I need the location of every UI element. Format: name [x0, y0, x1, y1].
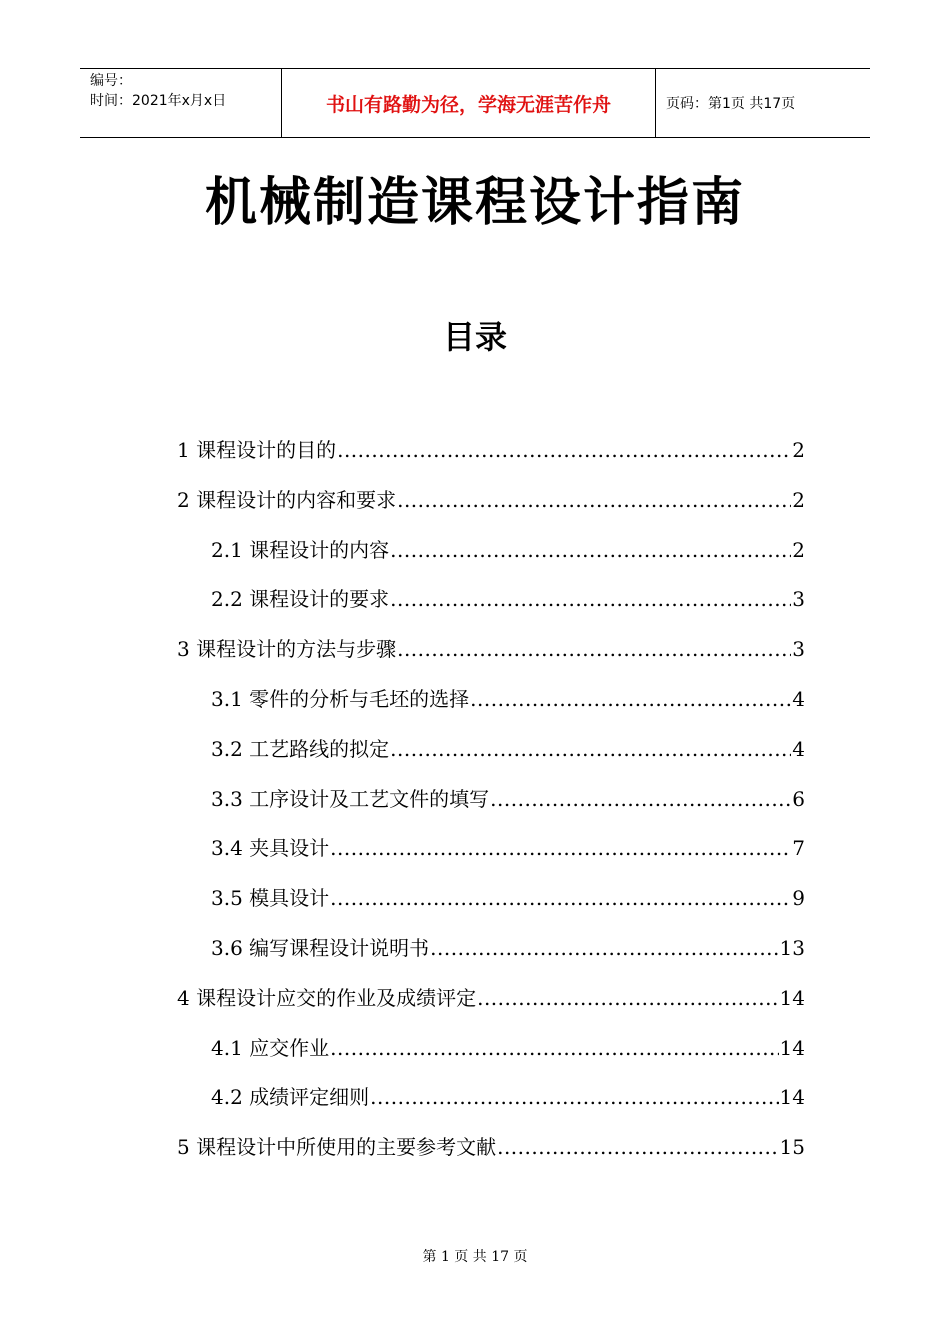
header-meta — [80, 69, 281, 137]
toc-entry[interactable] — [211, 683, 805, 711]
toc-entry-page: 9 — [792, 886, 805, 911]
toc-leader-dots — [390, 737, 791, 761]
toc-entry[interactable] — [211, 1081, 805, 1109]
toc-entry-page: 14 — [779, 1035, 805, 1060]
toc-entry-label: 1 课程设计的目的 — [177, 438, 337, 462]
toc-entry-page: 4 — [792, 736, 805, 761]
toc-entry-label: 3.5 模具设计 — [211, 886, 330, 911]
toc-entry-label: 5 课程设计中所使用的主要参考文献 — [177, 1135, 497, 1160]
header-table — [80, 68, 870, 138]
toc-entry[interactable] — [211, 783, 805, 811]
toc-entry[interactable] — [211, 932, 805, 960]
toc-entry-label: 3.4 夹具设计 — [211, 836, 330, 861]
toc-leader-dots — [470, 687, 791, 711]
toc-leader-dots — [477, 986, 778, 1010]
toc-entry[interactable] — [177, 1131, 805, 1159]
toc-entry-page: 15 — [779, 1135, 805, 1160]
toc-entry-label: 3.2 工艺路线的拟定 — [211, 736, 390, 761]
toc-entry-page: 7 — [792, 836, 805, 861]
toc-entry-label: 3 课程设计的方法与步骤 — [177, 637, 397, 662]
toc-entry-page: 14 — [779, 985, 805, 1010]
toc-entry-page: 3 — [792, 587, 805, 612]
page-footer: 第 1 页 共 17 页 — [422, 1249, 528, 1265]
toc-leader-dots — [490, 787, 791, 811]
toc-entry-label: 2.1 课程设计的内容 — [211, 537, 390, 562]
toc-leader-dots — [430, 936, 778, 960]
toc-entry-page: 3 — [792, 637, 805, 662]
toc-entry[interactable] — [211, 1032, 805, 1060]
toc-entry-page: 2 — [792, 537, 805, 562]
toc-entry-label: 4.1 应交作业 — [211, 1035, 330, 1060]
toc-entry[interactable] — [177, 434, 805, 462]
toc-entry-label: 3.1 零件的分析与毛坯的选择 — [211, 687, 470, 711]
toc-entry[interactable] — [177, 633, 805, 661]
toc-entry-page: 4 — [792, 687, 805, 711]
toc-leader-dots — [397, 637, 791, 661]
toc-entry[interactable] — [211, 583, 805, 611]
toc-entry[interactable] — [211, 534, 805, 562]
toc-entry-page: 2 — [792, 438, 805, 462]
toc-entry-label: 4 课程设计应交的作业及成绩评定 — [177, 985, 477, 1010]
toc-entry-page: 13 — [779, 936, 805, 960]
toc-entry[interactable] — [177, 982, 805, 1010]
document-title: 机械制造课程设计指南 — [204, 173, 745, 233]
toc-entry-page: 14 — [779, 1085, 805, 1110]
document-time: 时间：2021年x月x日 — [90, 93, 227, 109]
toc-leader-dots — [330, 886, 791, 910]
header-page-info: 页码：第1页 共17页 — [666, 96, 796, 112]
toc-entry[interactable] — [211, 832, 805, 860]
toc-entry-label: 2.2 课程设计的要求 — [211, 587, 390, 612]
toc-leader-dots — [497, 1135, 778, 1159]
toc-entry-page: 6 — [792, 786, 805, 811]
toc-heading: 目录 — [442, 318, 507, 356]
toc-leader-dots — [397, 488, 791, 512]
toc-entry-label: 3.3 工序设计及工艺文件的填写 — [211, 786, 490, 811]
toc-leader-dots — [330, 836, 791, 860]
toc-entry[interactable] — [211, 882, 805, 910]
toc-leader-dots — [370, 1085, 778, 1109]
document-number: 编号： — [90, 73, 132, 89]
toc-leader-dots — [330, 1036, 778, 1060]
header-motto: 书山有路勤为径，学海无涯苦作舟 — [281, 69, 656, 137]
toc-entry[interactable] — [177, 484, 805, 512]
toc-entry-label: 4.2 成绩评定细则 — [211, 1085, 370, 1110]
toc-leader-dots — [390, 538, 791, 562]
toc-entry-page: 2 — [792, 487, 805, 512]
toc-leader-dots — [390, 587, 791, 611]
toc-leader-dots — [337, 438, 791, 462]
toc-entry[interactable] — [211, 733, 805, 761]
toc-entry-label: 2 课程设计的内容和要求 — [177, 487, 397, 512]
toc-entry-label: 3.6 编写课程设计说明书 — [211, 936, 430, 960]
